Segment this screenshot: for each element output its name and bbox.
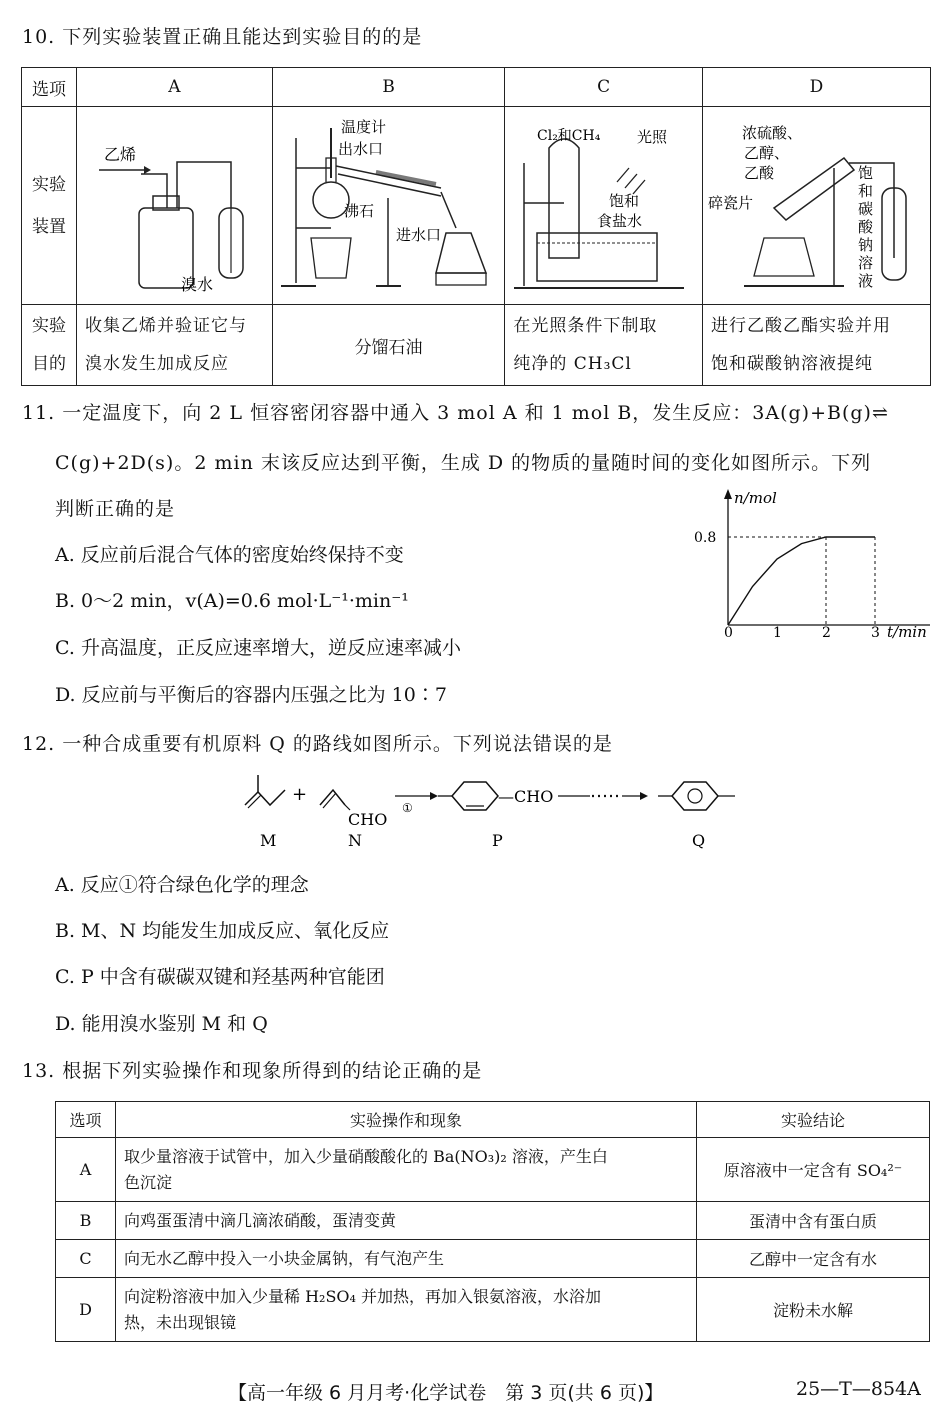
distillation-apparatus-diagram bbox=[276, 108, 501, 298]
svg-text:P: P bbox=[492, 831, 503, 850]
header-a: A bbox=[77, 68, 273, 107]
gas-collection-apparatus-diagram bbox=[79, 108, 269, 298]
photochlorination-apparatus-diagram bbox=[509, 108, 699, 298]
svg-text:M: M bbox=[260, 831, 277, 850]
x-tick-label: 0 bbox=[724, 625, 733, 641]
q13-header-operation: 实验操作和现象 bbox=[116, 1102, 697, 1138]
svg-text:乙醇、: 乙醇、 bbox=[744, 144, 790, 162]
svg-text:Q: Q bbox=[692, 831, 706, 850]
header-b: B bbox=[272, 68, 505, 107]
molecule-p bbox=[438, 782, 498, 810]
svg-text:食盐水: 食盐水 bbox=[596, 212, 642, 230]
svg-text:光照: 光照 bbox=[636, 128, 667, 146]
svg-text:溴水: 溴水 bbox=[181, 275, 214, 294]
apparatus-b bbox=[272, 107, 505, 305]
goal-row-label: 实验 目的 bbox=[22, 305, 77, 386]
molecule-n bbox=[320, 790, 350, 810]
svg-text:酸: 酸 bbox=[858, 218, 874, 236]
goal-a: 收集乙烯并验证它与 溴水发生加成反应 bbox=[77, 305, 273, 386]
q13-header-option: 选项 bbox=[56, 1102, 116, 1138]
ethyl-acetate-apparatus-diagram bbox=[704, 108, 929, 298]
svg-text:乙酸: 乙酸 bbox=[744, 164, 775, 182]
svg-text:饱: 饱 bbox=[858, 164, 874, 182]
svg-text:①: ① bbox=[402, 801, 413, 815]
q11-line2: C(g)+2D(s)。2 min 末该反应达到平衡，生成 D 的物质的量随时间的变化如图所示。下列 bbox=[55, 452, 872, 474]
svg-text:进水口: 进水口 bbox=[396, 226, 442, 244]
svg-text:溶: 溶 bbox=[858, 254, 874, 272]
svg-text:碳: 碳 bbox=[858, 200, 874, 218]
y-axis-label: n/mol bbox=[734, 489, 777, 507]
q12-option-c: C. P 中含有碳碳双键和羟基两种官能团 bbox=[55, 966, 385, 988]
x-axis-label: t/min bbox=[887, 623, 927, 641]
d-solution-label bbox=[858, 164, 874, 290]
q11-option-b: B. 0～2 min，v(A)=0.6 mol·L⁻¹·min⁻¹ bbox=[55, 590, 409, 612]
svg-text:碎瓷片: 碎瓷片 bbox=[708, 194, 754, 212]
y-tick-label: 0.8 bbox=[694, 530, 717, 546]
paper-code: 25—T—854A bbox=[796, 1378, 921, 1400]
apparatus-a bbox=[77, 107, 273, 305]
x-tick-label: 2 bbox=[822, 625, 831, 641]
q11-chart bbox=[690, 485, 940, 645]
svg-text:钠: 钠 bbox=[858, 236, 874, 254]
svg-text:和: 和 bbox=[858, 182, 874, 200]
q12-option-d: D. 能用溴水鉴别 M 和 Q bbox=[55, 1013, 268, 1035]
q12-option-a: A. 反应①符合绿色化学的理念 bbox=[55, 874, 309, 896]
svg-text:N: N bbox=[348, 831, 362, 850]
svg-text:Cl₂和CH₄: Cl₂和CH₄ bbox=[536, 128, 601, 144]
molecule-q bbox=[658, 782, 735, 810]
header-c: C bbox=[505, 68, 703, 107]
header-d: D bbox=[703, 68, 931, 107]
table-row: D 向淀粉溶液中加入少量稀 H₂SO₄ 并加热，再加入银氨溶液，水浴加 热，未出现银镜 淀粉未水解 bbox=[56, 1278, 930, 1342]
goal-c: 在光照条件下制取 纯净的 CH₃Cl bbox=[505, 305, 703, 386]
q10-table bbox=[21, 67, 931, 386]
svg-text:沸石: 沸石 bbox=[344, 202, 375, 220]
q11-line3: 判断正确的是 bbox=[55, 498, 176, 520]
q12-option-b: B. M、N 均能发生加成反应、氧化反应 bbox=[55, 920, 390, 942]
q10-title: 10. 下列实验装置正确且能达到实验目的的是 bbox=[22, 26, 423, 48]
page-footer: 【高一年级 6 月月考·化学试卷 第 3 页(共 6 页)】 bbox=[228, 1382, 664, 1404]
apparatus-c bbox=[505, 107, 703, 305]
q13-header-conclusion: 实验结论 bbox=[697, 1102, 930, 1138]
x-tick-label: 3 bbox=[871, 625, 880, 641]
svg-text:饱和: 饱和 bbox=[608, 192, 639, 210]
q12-synthesis-scheme bbox=[230, 770, 750, 855]
table-row: A 取少量溶液于试管中，加入少量硝酸酸化的 Ba(NO₃)₂ 溶液，产生白 色沉淀 原溶液中一定含有 SO₄²⁻ bbox=[56, 1138, 930, 1202]
q11-option-d: D. 反应前与平衡后的容器内压强之比为 10∶7 bbox=[55, 684, 447, 706]
q11-option-a: A. 反应前后混合气体的密度始终保持不变 bbox=[55, 544, 404, 566]
q13-title: 13. 根据下列实验操作和现象所得到的结论正确的是 bbox=[22, 1060, 483, 1082]
goal-b: 分馏石油 bbox=[272, 305, 505, 386]
q11-line1: 11. 一定温度下，向 2 L 恒容密闭容器中通入 3 mol A 和 1 mol B，发生反应：3A(g)+B(g)⇌ bbox=[22, 402, 889, 424]
q12-title: 12. 一种合成重要有机原料 Q 的路线如图所示。下列说法错误的是 bbox=[22, 733, 613, 755]
table-row: C 向无水乙醇中投入一小块金属钠，有气泡产生 乙醇中一定含有水 bbox=[56, 1240, 930, 1278]
svg-text:浓硫酸、: 浓硫酸、 bbox=[742, 124, 803, 142]
svg-text:CHO: CHO bbox=[348, 810, 388, 829]
svg-text:乙烯: 乙烯 bbox=[104, 145, 137, 164]
molecule-m bbox=[245, 775, 285, 808]
svg-text:+: + bbox=[292, 784, 308, 805]
svg-text:液: 液 bbox=[858, 272, 874, 290]
apparatus-row-label: 实验 装置 bbox=[22, 107, 77, 305]
series-line bbox=[728, 537, 875, 625]
svg-text:出水口: 出水口 bbox=[338, 140, 384, 158]
goal-d: 进行乙酸乙酯实验并用 饱和碳酸钠溶液提纯 bbox=[703, 305, 931, 386]
x-tick-label: 1 bbox=[773, 625, 782, 641]
header-option: 选项 bbox=[22, 68, 77, 107]
q13-table bbox=[55, 1101, 930, 1342]
q11-option-c: C. 升高温度，正反应速率增大，逆反应速率减小 bbox=[55, 637, 461, 659]
table-row: B 向鸡蛋蛋清中滴几滴浓硝酸，蛋清变黄 蛋清中含有蛋白质 bbox=[56, 1202, 930, 1240]
apparatus-d bbox=[703, 107, 931, 305]
svg-text:—CHO: —CHO bbox=[498, 787, 554, 806]
y-axis-arrow bbox=[724, 489, 732, 499]
svg-text:温度计: 温度计 bbox=[341, 118, 387, 136]
